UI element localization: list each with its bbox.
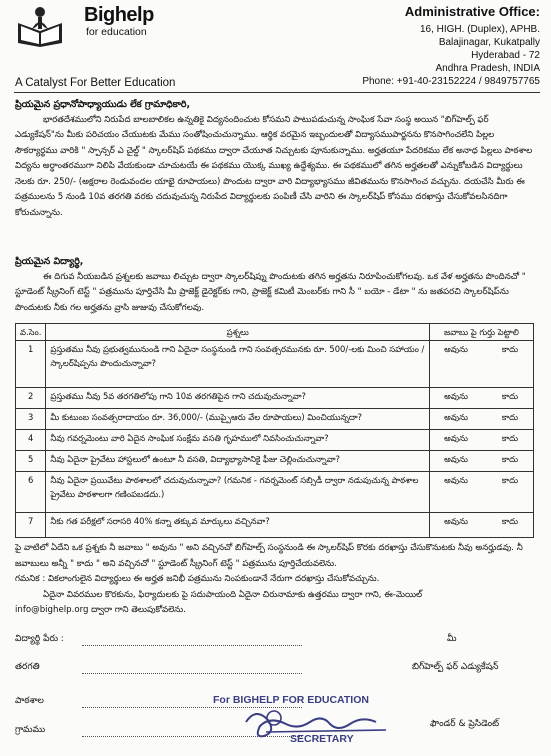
tagline: A Catalyst For Better Education (15, 77, 176, 89)
col-header-number: వ.సెం. (16, 324, 46, 341)
note-line: గమనిక : వికలాంగులైన విద్యార్థులు ఈ అర్హత జనిభీ పత్రమును నింపకుండానే నేరుగా దరఖాస్తు చేసుకోవచ్చును. (15, 574, 380, 584)
field-label-village: గ్రామము (15, 725, 46, 735)
office-line: Hyderabad - 72 (471, 50, 540, 61)
answer-yes-option[interactable]: అవును (444, 475, 468, 485)
row-answer (430, 451, 534, 472)
class-field[interactable] (82, 673, 302, 674)
answer-yes-option[interactable]: అవును (444, 454, 468, 464)
stamp-secretary: SECRETARY (290, 733, 354, 745)
row-number: 3 (16, 409, 46, 430)
col-header-answer: జవాబు పై గుర్తు పెట్టాలి (430, 324, 534, 341)
sign-title: ఫౌండర్ & ప్రెసిడెంట్ (430, 719, 500, 729)
table-row (16, 472, 534, 513)
closing-text (15, 541, 539, 619)
answer-yes-option[interactable]: అవును (444, 344, 468, 354)
answer-no-option[interactable]: కాదు (501, 391, 518, 401)
intro-paragraph: భారతదేశములోని నిరుపేద బాలబాలికల ఉన్నతికై విద్యనందించుట కోసమని పాటుపడుచున్న సాంఘిక సేవా సంస్థ అయిన "బిగ్‌హెల్ప్ ఫర్ ఎడ్యుకేషన్"ను మీకు పరిచయం చేయుటకు మేము సంతోషించుచున్నాము. ఆర్థిక వరమైన ఇబ్బందులతో విద్యాసముపార్జనను కొనసాగించలేని పిల్లల సౌకర్యార్థము వారికి " స్పాన్సర్ ఎ చైల్డ్ " స్కాలర్‌షిప్ పథకము ద్వారా చేయూత నిచ్చుటకు పూనుకున్నాము. అర్హతయూ పేదరికము లేక అనాధ పిల్లలు పాఠశాల విద్యను అర్ధాంతరముగా నిలిపి వేయకుండా చూచుటయే ఈ పథకము యొక్క ముఖ్య ఉద్దేశ్యము. ఈ పథకములో తగిన అర్హతలతో ఎన్నుకోబడిన విద్యార్థులు నెలకు రూ. 250/- (అక్షరాల రెండువందల యాభై రూపాయలు) పొందుట ద్వారా వారి విద్యాభ్యాసము జీవితమును కొనసాగించ వచ్చును. దయచేసి మీరు ఈ పత్రములను 5 నుండి 10వ తరగతి వరకు చదువుచున్న నిరుపేద విద్యార్థులకు పంపిణీ చేసి వారిని ఈ స్కాలర్‌షిప్ కోసము దరఖాస్తు చేసుకోవలసినదిగా కోరుచున్నాను. (15, 114, 533, 218)
header-divider (14, 92, 540, 93)
office-title: Administrative Office: (404, 4, 540, 19)
brand-name: Bighelp (84, 4, 154, 26)
student-name-field[interactable] (82, 645, 302, 646)
table-row (16, 341, 534, 388)
row-question: మీ కుటుంబ సంవత్సరాదాయం రూ. 36,000/- (ముప్పైఆరు వేల రూపాయలు) మించియున్నదా? (46, 409, 430, 430)
answer-yes-option[interactable]: అవును (444, 391, 468, 401)
email-line: info@bighelp.org ద్వారా గాని తెలుపుకోవలెను. (15, 605, 186, 615)
answer-no-option[interactable]: కాదు (501, 516, 518, 526)
eligibility-table (15, 323, 534, 538)
row-number: 2 (16, 388, 46, 409)
student-paragraph: ఈ దిగువ నీయబడిన ప్రశ్నలకు జవాబు లిచ్చుట ద్వారా స్కాలర్‌షిప్ను పొందుటకు తగిన అర్హతను నిరూపించుకోగలవు. ఒక వేళ అర్హతను పొందినచో " స్టూడెంట్ స్క్రీనింగ్ టెస్ట్ " పత్రమును పూర్తిచేసి మీ ప్రాజెక్ట్ డైరెక్టర్‌కు గాని, ప్రాజెక్ట్ కమిటీ మెంబర్‌కు గాని సీ " బయో - డేటా " ను జతపరచి స్కాలర్‌షిప్‌ను పొందుటకు నీకు గల అర్హతను వ్రాసి జుజువు చేసుకోగలవు. (15, 271, 526, 313)
table-row (16, 388, 534, 409)
answer-no-option[interactable]: కాదు (501, 454, 518, 464)
answer-no-option[interactable]: కాదు (501, 412, 518, 422)
row-answer (430, 472, 534, 513)
row-number: 7 (16, 513, 46, 538)
field-label-class: తరగతి (15, 662, 40, 672)
row-answer (430, 388, 534, 409)
office-line: Balajinagar, Kukatpally (438, 37, 540, 48)
salutation-student: ప్రియమైన విద్యార్థి, (15, 256, 84, 267)
table-row (16, 513, 534, 538)
row-question: నీకు గత పరీక్షలో సరాసరి 40% కన్నా తక్కువ మార్కులు వచ్చినవా? (46, 513, 430, 538)
bighelp-logo-icon (14, 5, 66, 47)
contact-paragraph: ఏదైనా వివరముల కొరకును, ఫిర్యాదులకు పై సదుపాయంది ఏదైనా చిరునామాకు ఉత్తరము ద్వారా గాని, ఈ-మెయిల్ (43, 589, 423, 600)
answer-no-option[interactable]: కాదు (501, 344, 518, 354)
row-number: 6 (16, 472, 46, 513)
row-answer (430, 409, 534, 430)
row-question: నీవు ఏదైనా ప్రైవేటు హాస్టలులో ఉంటూ నీ వసతి, విద్యాభ్యాసానికై ఫీజు చెల్లించుచున్నావా? (46, 451, 430, 472)
row-answer (430, 430, 534, 451)
student-intro (15, 254, 539, 316)
row-number: 4 (16, 430, 46, 451)
office-phone: Phone: +91-40-23152224 / 9849757765 (362, 76, 540, 87)
row-number: 1 (16, 341, 46, 388)
row-question: నీవు ఏదైనా ప్రయివేటు పాఠశాలలో చదువుచున్నావా? (గమనిక - గవర్నమెంట్ సబ్సిడీ ద్వారా నడుపుచున్న పాఠశాల ప్రైవేటు పాఠశాలగా గణింపబడదు.) (46, 472, 430, 513)
answer-yes-option[interactable]: అవును (444, 516, 468, 526)
row-answer (430, 513, 534, 538)
letter-intro (15, 97, 539, 221)
row-question: ప్రస్తుతము నీవు ప్రభుత్వమునుండి గాని ఏదైనా సంస్థనుండి గాని సంవత్సరమునకు రూ. 500/-లకు మించి సహాయం / స్కాలర్‌షిప్పను పొందుచున్నావా? (46, 341, 430, 388)
sign-organisation: బిగ్‌హెల్ప్ ఫర్ ఎడ్యుకేషన్ (412, 662, 499, 672)
row-number: 5 (16, 451, 46, 472)
answer-yes-option[interactable]: అవును (444, 412, 468, 422)
closing-paragraph: పై వాటిలో ఏదేని ఒక ప్రశ్నకు నీ జవాబు " అవును " అని వచ్చినచో బిగ్‌హెల్ప్ సంస్థనుండి ఈ స్కాలర్‌షిప్ కొరకు దరఖాస్తు చేసుకొనుటకు నీవు అనర్హుడవు. నీ జవాబులు అన్నీ " కాదు " అని వచ్చినచో " స్టూడెంట్ స్క్రీనింగ్ టెస్ట్ " పత్రమును పూర్తిచేయవలెను. (15, 543, 523, 569)
answer-no-option[interactable]: కాదు (501, 433, 518, 443)
table-row (16, 451, 534, 472)
row-question: నీవు గవర్నమెంటు వారి ఏదైన సాంఘిక సంక్షేమ వసతి గృహములో నివసించుచున్నావా? (46, 430, 430, 451)
table-row (16, 430, 534, 451)
salutation-headmaster: ప్రియమైన ప్రధానోపాధ్యాయుడు లేక గ్రామాధికారి, (15, 99, 191, 110)
row-answer (430, 341, 534, 388)
office-line: Andhra Pradesh, INDIA (435, 63, 540, 74)
answer-yes-option[interactable]: అవును (444, 433, 468, 443)
col-header-question: ప్రశ్నలు (46, 324, 430, 341)
row-question: ప్రస్తుతము నీవు 5వ తరగతిలోపు గాని 10వ తరగతిపైన గాని చదువుచున్నావా? (46, 388, 430, 409)
stamp-organisation: For BIGHELP FOR EDUCATION (213, 694, 369, 706)
field-label-school: పాఠశాల (15, 696, 44, 706)
sign-yours: మీ (447, 634, 457, 644)
field-label-student-name: విద్యార్థి పేరు : (15, 634, 64, 644)
office-line: 16, HIGH. (Duplex), APHB. (419, 24, 540, 35)
answer-no-option[interactable]: కాదు (501, 475, 518, 485)
brand-subtitle: for education (86, 26, 147, 38)
office-address (362, 4, 540, 88)
table-header-row (16, 324, 534, 341)
table-row (16, 409, 534, 430)
